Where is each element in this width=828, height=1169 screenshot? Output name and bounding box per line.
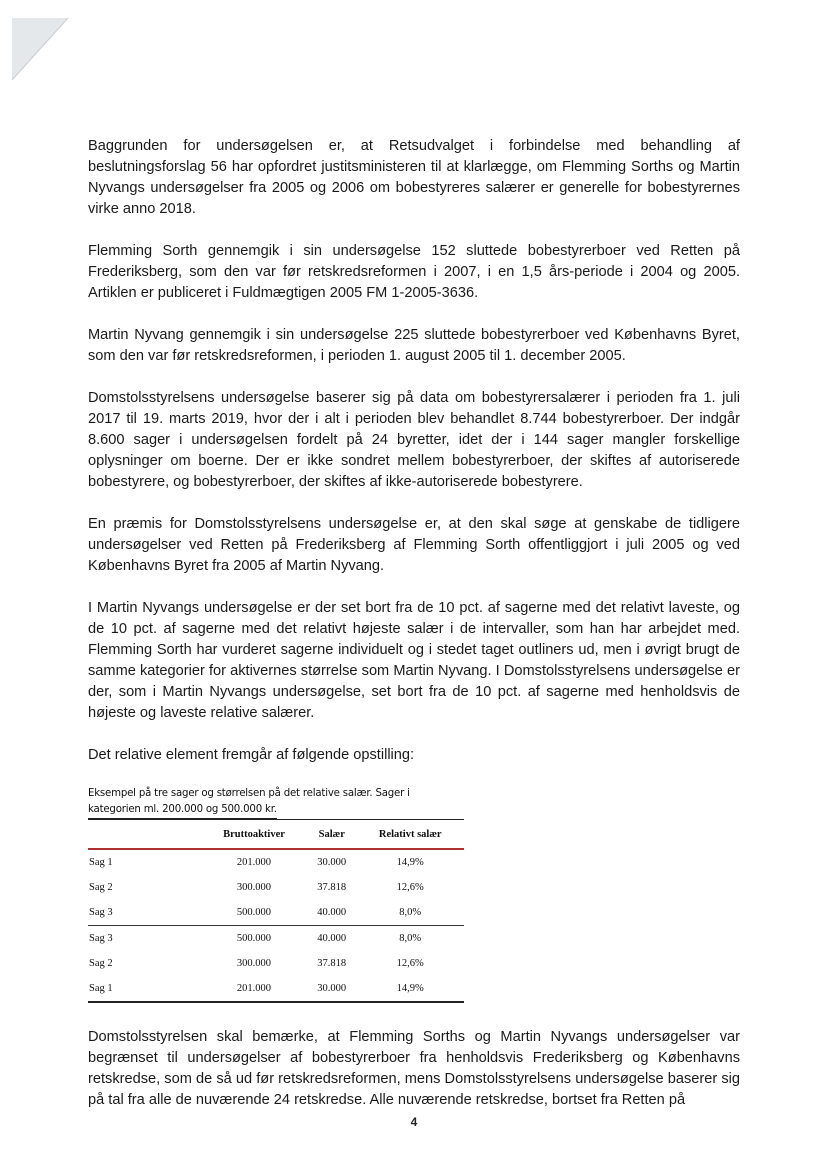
cell-case: Sag 1 (89, 857, 113, 868)
relative-salary-table (88, 819, 464, 1003)
page-corner-fold-icon (10, 12, 70, 82)
cell-fee: 40.000 (307, 900, 357, 926)
page-number: 4 (410, 1115, 418, 1129)
cell-gross-assets: 500.000 (236, 933, 272, 944)
paragraph-premise: En præmis for Domstolsstyrelsens undersøgelse er, at den skal søge at genskabe de tidligere undersøgelser ved Retten på Frederiksberg af Flemming Sorth offentliggjort i juli 2005 og ved Københavns Byret fra 2005 af Martin Nyvang. (88, 516, 740, 574)
table-header-row (88, 820, 464, 850)
paragraph-table-intro: Det relative element fremgår af følgende opstilling: (88, 747, 415, 763)
header-gross-assets: Bruttoaktiver (201, 820, 307, 850)
cell-case: Sag 2 (89, 882, 113, 893)
paragraph-background: Baggrunden for undersøgelsen er, at Retsudvalget i forbindelse med behandling af beslutningsforslag 56 har opfordret justitsministeren til at klarlægge, om Flemming Sorths og Martin Nyvangs undersøgelser fra 2005 og 2006 om bobestyreres salærer er generelle for bobestyrernes virke anno 2018. (88, 138, 740, 217)
cell-gross-assets: 300.000 (236, 958, 272, 969)
cell-relative-fee: 8,0% (399, 933, 422, 944)
cell-relative-fee: 8,0% (356, 900, 464, 926)
cell-gross-assets: 300.000 (236, 882, 272, 893)
table-row (88, 849, 464, 875)
cell-case: Sag 3 (89, 933, 113, 944)
cell-gross-assets: 201.000 (236, 857, 272, 868)
paragraph-scope-remark: Domstolsstyrelsen skal bemærke, at Flemming Sorths og Martin Nyvangs undersøgelser var begrænset til undersøgelser af bobestyrerboer fra henholdsvis Frederiksberg og Københavns retskredse, som de så ud før retskredsreformen, mens Domstolsstyrelsens undersøgelse baserer sig på tal fra alle de nuværende 24 retskredse. Alle nuværende retskredse, bortset fra Retten på (88, 1029, 740, 1108)
paragraph-sorth-study: Flemming Sorth gennemgik i sin undersøgelse 152 sluttede bobestyrerboer ved Retten på Frederiksberg, som den var før retskredsreformen i 2007, i en 1,5 års-periode i 2004 og 2005. Artiklen er publiceret i Fuldmægtigen 2005 FM 1-2005-3636. (88, 243, 740, 301)
header-relative-fee: Relativt salær (356, 820, 464, 850)
cell-relative-fee: 12,6% (396, 958, 424, 969)
paragraph-domstolsstyrelsen-data: Domstolsstyrelsens undersøgelse baserer sig på data om bobestyrersalærer i perioden fra 1. juli 2017 til 19. marts 2019, hvor der i alt i perioden blev behandlet 8.744 bobestyrerboer. Der indgår 8.600 sager i undersøgelsen fordelt på 24 byretter, idet der i 144 sager mangler forskellige oplysninger om boerne. Der er ikke sondret mellem bobestyrerboer, der skiftes af autoriserede bobestyrere, og bobestyrerboer, der skiftes af ikke-autoriserede bobestyrere. (88, 390, 740, 490)
cell-case: Sag 1 (88, 976, 201, 1002)
cell-relative-fee: 14,9% (396, 857, 424, 868)
table-row (88, 951, 464, 976)
header-case (88, 820, 201, 850)
cell-relative-fee: 14,9% (356, 976, 464, 1002)
paragraph-outliers: I Martin Nyvangs undersøgelse er der set bort fra de 10 pct. af sagerne med det relativt laveste, og de 10 pct. af sagerne med det relativt højeste salær i de intervaller, som han har arbejdet med. Flemming Sorth har vurderet sagerne individuelt og i stedet taget outliners ud, men i øvrigt brugt de samme kategorier for aktivernes størrelse som Martin Nyvang. I Domstolsstyrelsens undersøgelse er der, som i Martin Nyvangs undersøgelse, set bort fra de 10 pct. af sagerne med henholdsvis de højeste og laveste relative salærer. (88, 600, 740, 721)
table-row (88, 875, 464, 900)
cell-case: Sag 3 (88, 900, 201, 926)
cell-fee: 37.818 (317, 958, 347, 969)
document-page (88, 136, 740, 1132)
table-caption-line-2: kategorien ml. 200.000 og 500.000 kr. (88, 802, 277, 819)
cell-fee: 37.818 (317, 882, 347, 893)
cell-gross-assets: 201.000 (201, 976, 307, 1002)
header-fee: Salær (307, 820, 357, 850)
cell-gross-assets: 500.000 (201, 900, 307, 926)
table-row (88, 976, 464, 1002)
cell-fee: 40.000 (317, 933, 347, 944)
cell-fee: 30.000 (317, 857, 347, 868)
paragraph-nyvang-study: Martin Nyvang gennemgik i sin undersøgelse 225 sluttede bobestyrerboer ved Københavns Byret, som den var før retskredsreformen, i perioden 1. august 2005 til 1. december 2005. (88, 327, 740, 364)
cell-relative-fee: 12,6% (396, 882, 424, 893)
table-caption (88, 786, 464, 819)
table-row (88, 900, 464, 926)
table-caption-line-1: Eksempel på tre sager og størrelsen på det relative salær. Sager i (88, 788, 410, 799)
cell-case: Sag 2 (89, 958, 113, 969)
table-row (88, 926, 464, 952)
cell-fee: 30.000 (307, 976, 357, 1002)
example-table-block (88, 786, 464, 1003)
